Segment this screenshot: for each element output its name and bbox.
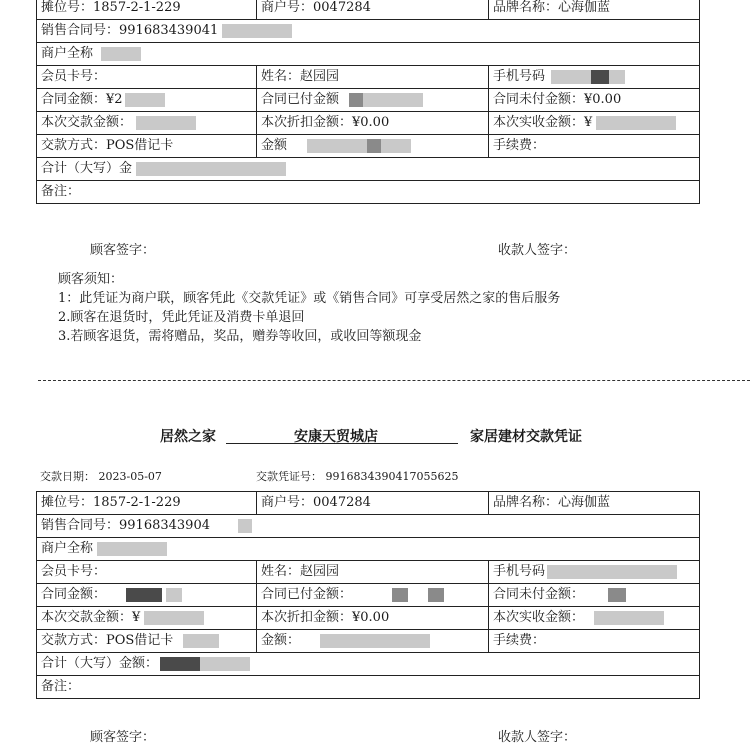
document-title: 家居建材交款凭证 (470, 429, 582, 445)
payment-date: 交款日期： 2023-05-07 (40, 470, 162, 483)
brand-name: 品牌名称：心海伽蓝 (488, 0, 699, 19)
redaction-block (144, 611, 204, 625)
merchant-full-name: 商户全称 (37, 43, 699, 65)
discount-amount: 本次折扣金额：¥0.00 (256, 112, 488, 134)
payee-signature-label: 收款人签字： (498, 243, 577, 258)
customer-name: 姓名：赵园园 (256, 66, 488, 88)
payee-signature-label: 收款人签字： (498, 730, 577, 745)
remarks: 备注： (41, 184, 81, 199)
redaction-block (166, 588, 182, 602)
payment-amount: 本次交款金额： (37, 112, 256, 134)
merchant-full-name: 商户全称 (37, 538, 699, 560)
remarks: 备注： (41, 679, 81, 694)
table-row (37, 583, 699, 606)
discount-amount: 本次折扣金额：¥0.00 (256, 607, 488, 629)
table-row (37, 42, 699, 65)
notice-title: 顾客须知： (58, 272, 124, 287)
redaction-block (136, 162, 286, 176)
brand-name: 品牌名称：心海伽蓝 (488, 492, 699, 514)
member-card-number: 会员卡号： (41, 69, 107, 84)
table-row (37, 134, 699, 157)
table-row (37, 652, 699, 675)
total-in-words: 合计（大写）金额： (37, 653, 699, 675)
redaction-block (97, 542, 167, 556)
amount: 金额 (256, 135, 488, 157)
contract-paid-amount: 合同已付金额 (256, 89, 488, 111)
payment-method: 交款方式：POS借记卡 (41, 138, 174, 153)
redaction-block (222, 24, 292, 38)
redaction-block (363, 93, 423, 107)
total-in-words: 合计（大写）金 (37, 158, 699, 180)
redaction-block (136, 116, 196, 130)
redaction-block (160, 657, 200, 671)
contract-amount: 合同金额： (37, 584, 256, 606)
redaction-block (125, 93, 165, 107)
stall-number: 摊位号：1857-2-1-229 (41, 495, 181, 510)
customer-signature-label: 顾客签字： (90, 243, 156, 258)
contract-amount: 合同金额：¥2 (37, 89, 256, 111)
table-row (37, 111, 699, 134)
actual-received-amount: 本次实收金额：¥ (488, 112, 699, 134)
tear-line (38, 380, 750, 381)
table-row (37, 492, 699, 514)
table-row (37, 19, 699, 42)
payment-method: 交款方式：POS借记卡 (37, 630, 256, 652)
redaction-block (349, 93, 363, 107)
table-row (37, 629, 699, 652)
redaction-block (608, 588, 626, 602)
sales-contract-number: 销售合同号：991683439041 (37, 20, 699, 42)
customer-name: 姓名：赵园园 (256, 561, 488, 583)
redaction-block (591, 70, 609, 84)
table-row (37, 537, 699, 560)
merchant-number: 商户号：0047284 (256, 0, 488, 19)
voucher-number: 交款凭证号： 9916834390417055625 (256, 470, 459, 483)
table-row (37, 0, 699, 19)
table-row (37, 514, 699, 537)
phone-number: 手机号码 (488, 561, 699, 583)
notice-item: 2.顾客在退货时，凭此凭证及消费卡单退回 (58, 310, 305, 325)
merchant-number: 商户号：0047284 (256, 492, 488, 514)
redaction-block (551, 70, 591, 84)
handling-fee: 手续费： (488, 135, 699, 157)
top-receipt-table (36, 0, 700, 204)
contract-unpaid-amount: 合同未付金额： (488, 584, 699, 606)
bottom-receipt-table (36, 491, 700, 699)
table-row (37, 65, 699, 88)
redaction-block (594, 611, 664, 625)
contract-unpaid-amount: 合同未付金额：¥0.00 (488, 89, 699, 111)
amount: 金额： (256, 630, 488, 652)
redaction-block (381, 139, 411, 153)
redaction-block (238, 519, 252, 533)
customer-signature-label: 顾客签字： (90, 730, 156, 745)
store-underline (226, 443, 458, 444)
sales-contract-number: 销售合同号：99168343904 (37, 515, 699, 537)
notice-item: 1：此凭证为商户联，顾客凭此《交款凭证》或《销售合同》可享受居然之家的售后服务 (58, 291, 561, 306)
actual-received-amount: 本次实收金额： (488, 607, 699, 629)
table-row (37, 88, 699, 111)
redaction-block (307, 139, 367, 153)
redaction-block (609, 70, 625, 84)
table-row (37, 157, 699, 180)
stall-number: 摊位号：1857-2-1-229 (41, 0, 181, 15)
contract-paid-amount: 合同已付金额： (256, 584, 488, 606)
table-row (37, 560, 699, 583)
store-name: 安康天贸城店 (294, 429, 378, 445)
redaction-block (183, 634, 219, 648)
redaction-block (200, 657, 250, 671)
handling-fee: 手续费： (488, 630, 699, 652)
redaction-block (101, 47, 141, 61)
phone-number: 手机号码 (488, 66, 699, 88)
payment-amount: 本次交款金额：¥ (37, 607, 256, 629)
redaction-block (596, 116, 676, 130)
redaction-block (367, 139, 381, 153)
table-row (37, 675, 699, 698)
redaction-block (392, 588, 408, 602)
member-card-number: 会员卡号： (41, 564, 107, 579)
table-row (37, 606, 699, 629)
redaction-block (428, 588, 444, 602)
notice-item: 3.若顾客退货，需将赠品，奖品，赠券等收回，或收回等额现金 (58, 329, 422, 344)
redaction-block (320, 634, 430, 648)
table-row (37, 180, 699, 203)
redaction-block (547, 565, 677, 579)
redaction-block (126, 588, 162, 602)
company-name: 居然之家 (160, 429, 216, 445)
